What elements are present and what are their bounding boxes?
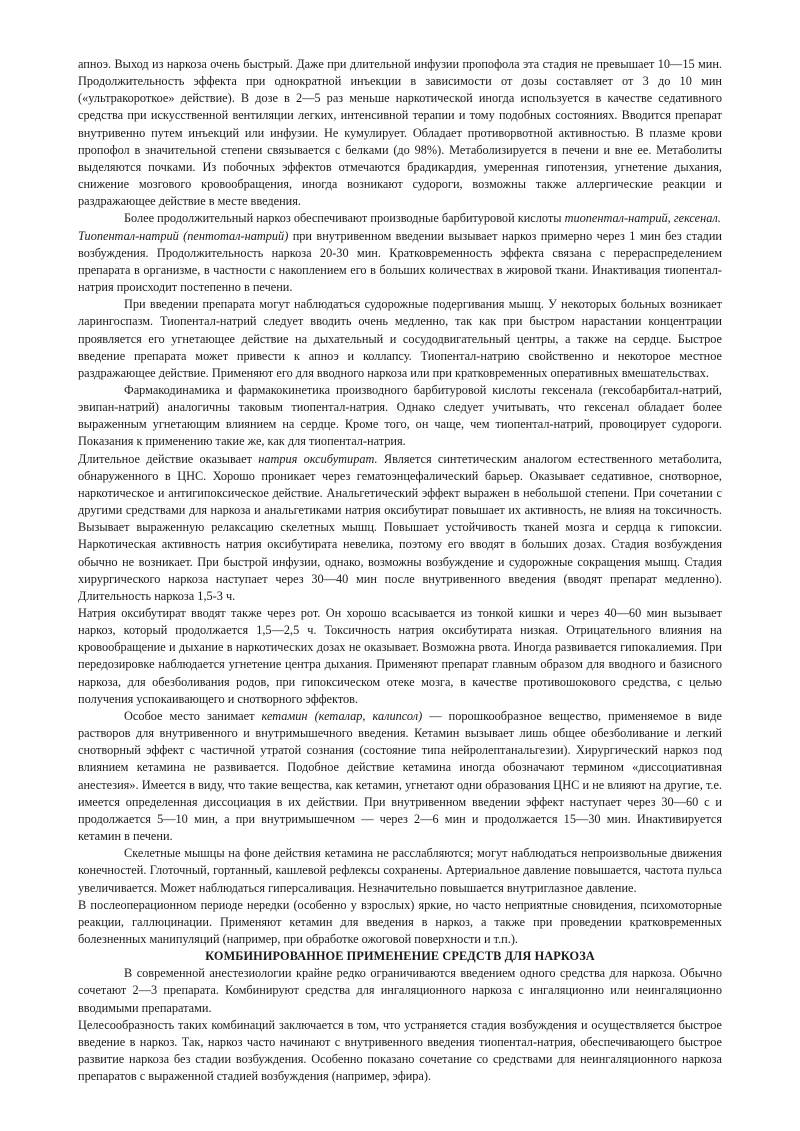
paragraph-text: при внутривенном введении вызывает наркоз примерно через 1 мин без стадии возбуждения. Продолжительность наркоза 20-30 мин. Кратковременность эффекта связана с перераспределением препарата в организме, в частности с накоплением его в больших количествах в жировой ткани. Инактивация тиопентал-натрия происходит постепенно в печени. (78, 228, 722, 295)
paragraph-thiopental (78, 228, 722, 297)
drug-name-emphasis: натрия оксибутират. (258, 451, 378, 466)
paragraph-ketamine-muscles: Скелетные мышцы на фоне действия кетамина не расслабляются; могут наблюдаться непроизвольные движения конечностей. Глоточный, гортанный, кашлевой рефлексы сохранены. Артериальное давление повышается, частота пульса увеличивается. Может наблюдаться гиперсаливация. Незначительно повышается внутриглазное давление. (78, 846, 722, 895)
paragraph-text: Является синтетическим аналогом естественного метаболита, обнаруженного в ЦНС. Хорошо проникает через гематоэнцефалический барьер. Оказывает седативное, снотворное, наркотическое и антигипоксическое действие. Анальгетический эффект выражен в небольшой степени. При сочетании с другими средствами для наркоза и анальгетиками натрия оксибутират повышает их активность, не влияя на токсичность. Вызывает выраженную релаксацию скелетных мышц. Повышает устойчивость тканей мозга и сердца к гипоксии. Наркотическая активность натрия оксибутирата невелика, поэтому его вводят в больших дозах. Стадия возбуждения обычно не возникает. При быстрой инфузии, однако, возможны возбуждение и судорожные сокращения мышц. Стадия хирургического наркоза наступает через 30—40 мин после внутривенного введения (вводят препарат медленно). Длительность наркоза 1,5-3 ч. (78, 451, 722, 603)
drug-names-emphasis: тиопентал-натрий, гексенал. (564, 211, 721, 226)
section-heading: КОМБИНИРОВАННОЕ ПРИМЕНЕНИЕ СРЕДСТВ ДЛЯ НАРКОЗА (205, 949, 595, 964)
paragraph-barbiturates-intro (78, 210, 722, 227)
paragraph-oxybutyrate-oral: Натрия оксибутират вводят также через рот. Он хорошо всасывается из тонкой кишки и через 40—60 мин вызывает наркоз, который продолжается 1,5—2,5 ч. Токсичность натрия оксибутирата низкая. Отрицательного влияния на кровообращение и дыхание в наркотических дозах не оказывает. Возможна рвота. Иногда развивается гипокалиемия. При передозировке наблюдается угнетение центра дыхания. Применяют препарат главным образом для вводного и базисного наркоза, для обезболивания родов, при гипоксическом отеке мозга, в качестве противошокового средства, с целью получения успокаивающего и снотворного эффектов. (78, 606, 722, 706)
paragraph-oxybutyrate (78, 451, 722, 605)
drug-name-emphasis: кетамин (кеталар, калипсол) (261, 708, 423, 723)
paragraph-combined-intro: В современной анестезиологии крайне редко ограничиваются введением одного средства для наркоза. Обычно сочетают 2—3 препарата. Комбинируют средства для ингаляционного наркоза с ингаляционно или неингаляционно вводимыми препаратами. (78, 966, 722, 1015)
paragraph-ketamine-postop: В послеоперационном периоде нередки (особенно у взрослых) яркие, но часто неприятные сновидения, психомоторные реакции, галлюцинации. Применяют кетамин для введения в наркоз, а также при проведении кратковременных болезненных манипуляций (например, при обработке ожоговой поверхности и т.п.). (78, 897, 722, 946)
paragraph-text-lead: Особое место занимает (124, 708, 262, 723)
paragraph-combined-rationale: Целесообразность таких комбинаций заключается в том, что устраняется стадия возбуждения и осуществляется быстрое введение в наркоз. Так, наркоз часто начинают с внутривенного введения тиопентал-натрия, обеспечивающего быстрое развитие наркоза без стадии возбуждения. Особенно показано сочетание со средствами для неингаляционного наркоза препаратов с выраженной стадией возбуждения (например, эфира). (78, 1017, 722, 1084)
paragraph-thiopental-side-effects: При введении препарата могут наблюдаться судорожные подергивания мышц. У некоторых больных возникает ларингоспазм. Тиопентал-натрий следует вводить очень медленно, так как при быстром нарастании концентрации проявляется его угнетающее действие на дыхательный и сосудодвигательный центры, а также на сердце. Быстрое введение препарата может привести к апноэ и коллапсу. Тиопентал-натрию свойственно и некоторое местное раздражающее действие. Применяют его для вводного наркоза или при кратковременных оперативных вмешательствах. (78, 297, 722, 380)
paragraph-propofol-end: апноэ. Выход из наркоза очень быстрый. Даже при длительной инфузии пропофола эта стадия не превышает 10—15 мин. Продолжительность эффекта при однократной инъекции в зависимости от дозы составляет от 3 до 10 мин («ультракороткое» действие). В дозе в 2—5 раз меньше наркотической иногда используется в качестве седативного средства при искусственной вентиляции легких, интенсивной терапии и тому подобных состояниях. Вводится препарат внутривенно путем инъекций или инфузии. Не кумулирует. Обладает противорвотной активностью. В плазме крови пропофол в значительной степени связывается с белками (до 98%). Метаболизируется в печени и вне ее. Метаболиты выделяются почками. Из побочных эффектов отмечаются брадикардия, умеренная гипотензия, угнетение дыхания, снижение мозгового кровообращения, иногда возникают судороги, возможны также аллергические реакции и раздражающее действие в месте введения. (78, 57, 722, 209)
paragraph-text-lead: Длительное действие оказывает (78, 451, 259, 466)
paragraph-text: Более продолжительный наркоз обеспечивают производные барбитуровой кислоты (124, 211, 565, 226)
paragraph-hexenal: Фармакодинамика и фармакокинетика производного барбитуровой кислоты гексенала (гексобарбитал-натрий, эвипан-натрий) аналогичны таковым тиопентал-натрия. Однако следует учитывать, что гексенал обладает более выраженным угнетающим влиянием на сердце. Кроме того, он чаще, чем тиопентал-натрий, провоцирует судороги. Показания к применению такие же, как для тиопентал-натрия. (78, 382, 722, 449)
paragraph-text: — порошкообразное вещество, применяемое в виде растворов для внутривенного и внутримышечного введения. Кетамин вызывает лишь общее обезболивание и легкий снотворный эффект с частичной утратой сознания (состояние типа нейролептанальгезии). Хирургический наркоз под влиянием кетамина не развивается. Подобное действие кетамина иногда обозначают термином «диссоциативная анестезия». Имеется в виду, что такие вещества, как кетамин, угнетают одни образования ЦНС и не влияют на другие, т.е. имеется определенная диссоциация в их действии. При внутривенном введении эффект наступает через 30—60 с и продолжается 5—10 мин, а при внутримышечном — через 2—6 мин и продолжается 15—30 мин. Инактивируется кетамин в печени. (78, 708, 722, 844)
paragraph-ketamine (78, 708, 722, 845)
drug-name-emphasis: Тиопентал-натрий (пентотал-натрий) (78, 228, 289, 243)
